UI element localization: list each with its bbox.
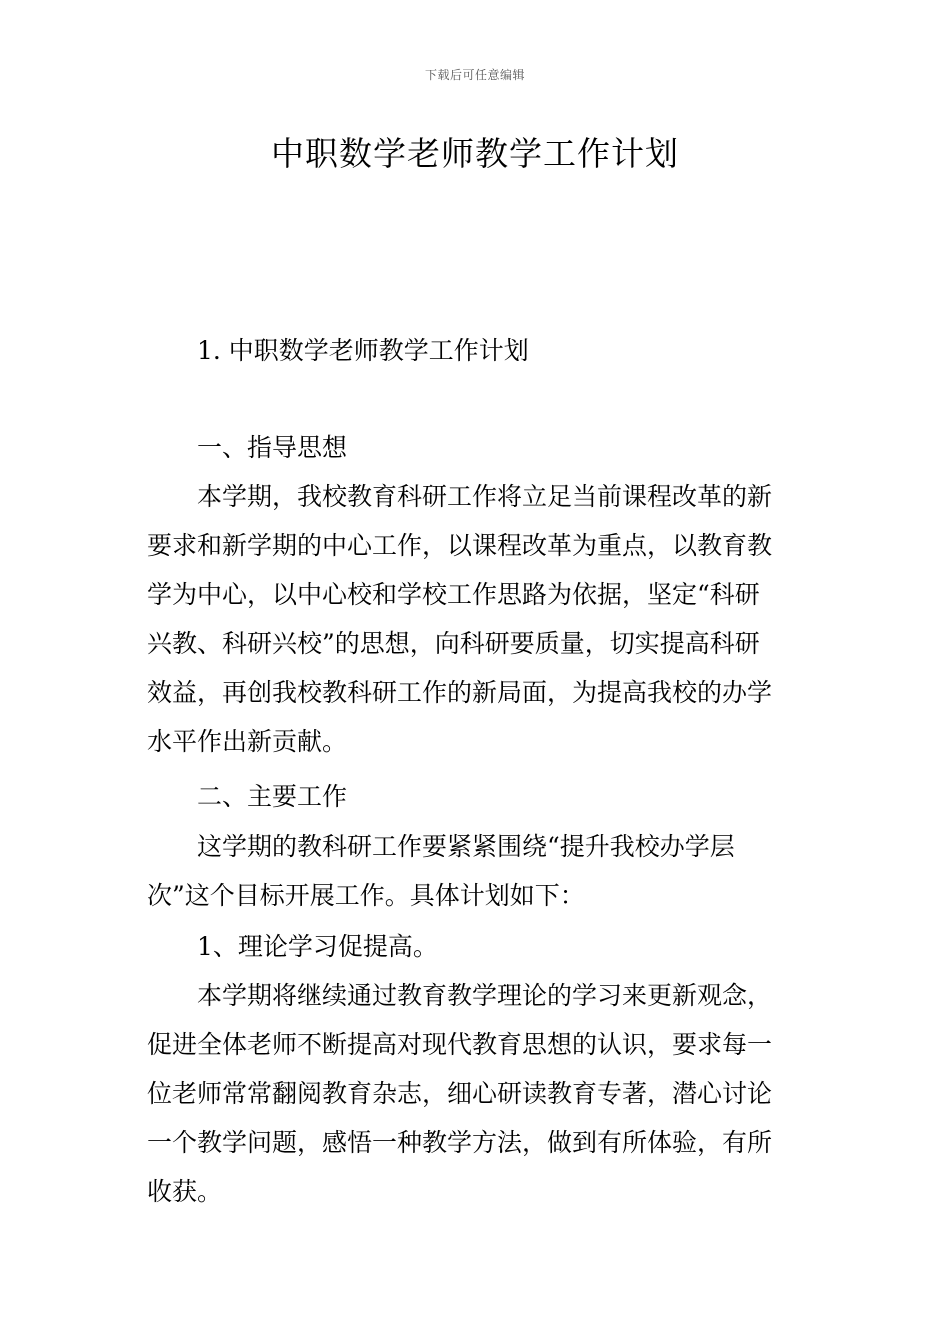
paragraph-line: 水平作出新贡献。	[147, 727, 348, 756]
section-body-main-work	[147, 822, 807, 920]
section-heading-guiding-ideology: 一、指导思想	[197, 433, 348, 462]
paragraph-line: 促进全体老师不断提高对现代教育思想的认识，要求每一	[147, 1030, 773, 1059]
section-heading-main-work: 二、主要工作	[197, 782, 348, 811]
section-body-guiding-ideology	[147, 472, 807, 766]
paragraph-line: 学为中心，以中心校和学校工作思路为依据，坚定“科研	[147, 580, 760, 609]
paragraph-line: 本学期将继续通过教育教学理论的学习来更新观念，	[197, 981, 773, 1010]
paragraph-line: 收获。	[147, 1177, 223, 1206]
paragraph-line: 位老师常常翻阅教育杂志，细心研读教育专著，潜心讨论	[147, 1079, 773, 1108]
paragraph-line: 兴教、科研兴校”的思想，向科研要质量，切实提高科研	[147, 629, 760, 658]
section-body-theory-study	[147, 971, 807, 1216]
section-heading-theory-study: 1、理论学习促提高。	[197, 932, 438, 961]
document-title: 中职数学老师教学工作计划	[271, 134, 679, 173]
paragraph-line: 效益，再创我校教科研工作的新局面，为提高我校的办学	[147, 678, 773, 707]
header-note: 下载后可任意编辑	[424, 68, 525, 82]
paragraph-line: 一个教学问题，感悟一种教学方法，做到有所体验，有所	[147, 1128, 773, 1157]
document-subtitle: 1. 中职数学老师教学工作计划	[197, 336, 529, 365]
paragraph-line: 这学期的教科研工作要紧紧围绕“提升我校办学层	[197, 832, 735, 861]
paragraph-line: 次”这个目标开展工作。具体计划如下：	[147, 881, 585, 910]
paragraph-line: 本学期，我校教育科研工作将立足当前课程改革的新	[197, 482, 773, 511]
paragraph-line: 要求和新学期的中心工作，以课程改革为重点，以教育教	[147, 531, 773, 560]
